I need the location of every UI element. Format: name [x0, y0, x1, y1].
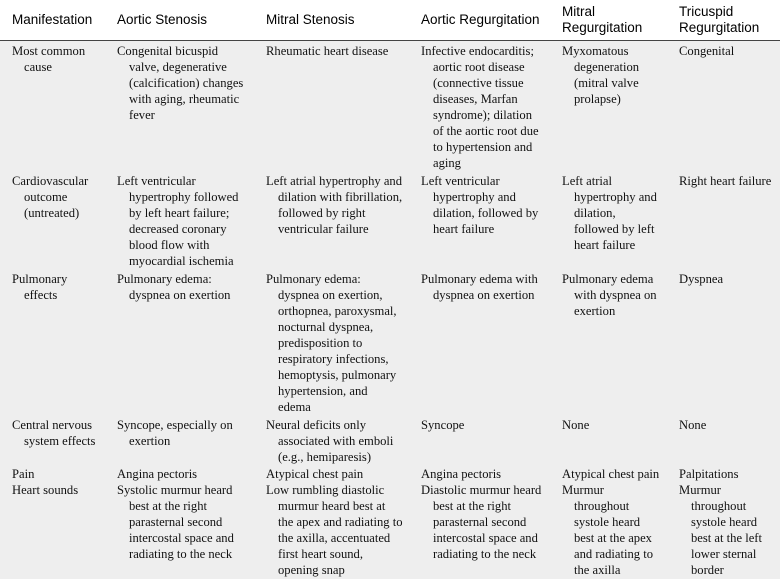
cell-mitral-stenosis [254, 415, 409, 465]
cell-text: Right heart failure [679, 173, 772, 188]
cell-mitral-regurgitation [550, 269, 667, 415]
cell-mitral-regurgitation [550, 415, 667, 465]
cell-aortic-regurgitation [409, 482, 550, 582]
cell-mitral-stenosis [254, 465, 409, 482]
cell-text: Pulmonary edema with dyspnea on exertion [421, 271, 538, 302]
table-row-central-nervous-system-effects [0, 415, 780, 465]
cell-text: None [679, 417, 707, 432]
header-aortic-stenosis: Aortic Stenosis [105, 0, 254, 40]
cell-text: Rheumatic heart disease [266, 43, 389, 58]
cell-text: Myxomatous degeneration (mitral valve prolapse) [562, 43, 640, 106]
cell-text: Atypical chest pain [562, 466, 660, 481]
cell-text: Left atrial hypertrophy and dilation, followed by left heart failure [562, 173, 657, 252]
cell-text: Neural deficits only associated with emboli (e.g., hemiparesis) [266, 417, 394, 464]
cell-aortic-stenosis [105, 465, 254, 482]
cell-mitral-stenosis [254, 269, 409, 415]
cell-aortic-regurgitation [409, 465, 550, 482]
cell-text: Angina pectoris [117, 466, 198, 481]
table-body [0, 40, 780, 582]
table-row-pain [0, 465, 780, 482]
row-label [0, 171, 105, 269]
cell-text: None [562, 417, 590, 432]
cell-text: Diastolic murmur heard best at the right parasternal second intercostal space and radiating to the neck [421, 482, 542, 561]
cell-text: Murmur throughout systole heard best at the left lower sternal border [679, 482, 762, 577]
cell-text: Pulmonary edema: dyspnea on exertion [117, 271, 231, 302]
row-label [0, 482, 105, 582]
cell-text: Murmur throughout systole heard best at the apex and radiating to the axilla [562, 482, 654, 577]
cell-aortic-stenosis [105, 482, 254, 582]
cell-text: Low rumbling diastolic murmur heard best at the apex and radiating to the axilla, accentuated first heart sound, opening snap [266, 482, 403, 577]
table-header [0, 0, 780, 40]
cell-text: Left ventricular hypertrophy followed by left heart failure; decreased coronary blood flow with myocardial ischemia [117, 173, 239, 268]
cell-mitral-regurgitation [550, 465, 667, 482]
cell-mitral-stenosis [254, 482, 409, 582]
row-label-text: Heart sounds [12, 482, 79, 497]
cell-tricuspid-regurgitation [667, 482, 780, 582]
row-label-text: Central nervous system effects [12, 417, 96, 448]
cell-text: Left ventricular hypertrophy and dilation, followed by heart failure [421, 173, 539, 236]
row-label [0, 269, 105, 415]
cell-mitral-regurgitation [550, 482, 667, 582]
cell-tricuspid-regurgitation [667, 415, 780, 465]
cell-aortic-regurgitation [409, 40, 550, 171]
header-mitral-regurgitation: Mitral Regurgitation [550, 0, 667, 40]
cell-text: Syncope, especially on exertion [117, 417, 233, 448]
header-aortic-regurgitation: Aortic Regurgitation [409, 0, 550, 40]
cell-text: Pulmonary edema with dyspnea on exertion [562, 271, 657, 318]
cell-aortic-stenosis [105, 269, 254, 415]
cell-aortic-stenosis [105, 415, 254, 465]
row-label-text: Cardiovascular outcome (untreated) [12, 173, 89, 220]
row-label [0, 415, 105, 465]
row-label-text: Pulmonary effects [12, 271, 68, 302]
row-label [0, 40, 105, 171]
cell-tricuspid-regurgitation [667, 40, 780, 171]
header-tricuspid-regurgitation: Tricuspid Regurgitation [667, 0, 780, 40]
cell-text: Infective endocarditis; aortic root disease (connective tissue diseases, Marfan syndrome); dilation of the aortic root due to hypertension and aging [421, 43, 539, 170]
header-row [0, 0, 780, 40]
table-row-heart-sounds [0, 482, 780, 582]
cell-tricuspid-regurgitation [667, 465, 780, 482]
row-label [0, 465, 105, 482]
cell-text: Systolic murmur heard best at the right parasternal second intercostal space and radiating to the neck [117, 482, 234, 561]
cell-mitral-stenosis [254, 40, 409, 171]
cell-aortic-stenosis [105, 171, 254, 269]
cell-tricuspid-regurgitation [667, 171, 780, 269]
cell-aortic-stenosis [105, 40, 254, 171]
cell-text: Syncope [421, 417, 465, 432]
table-row-most-common-cause [0, 40, 780, 171]
cell-text: Pulmonary edema: dyspnea on exertion, orthopnea, paroxysmal, nocturnal dyspnea, predisposition to respiratory infections, hemoptysis, pulmonary hypertension, and edema [266, 271, 397, 414]
cell-text: Congenital [679, 43, 735, 58]
cell-text: Angina pectoris [421, 466, 502, 481]
cell-text: Left atrial hypertrophy and dilation with fibrillation, followed by right ventricular failure [266, 173, 403, 236]
table-row-cardiovascular-outcome [0, 171, 780, 269]
cell-aortic-regurgitation [409, 269, 550, 415]
cell-mitral-regurgitation [550, 40, 667, 171]
cell-mitral-stenosis [254, 171, 409, 269]
table-row-pulmonary-effects [0, 269, 780, 415]
cell-text: Atypical chest pain [266, 466, 364, 481]
cell-mitral-regurgitation [550, 171, 667, 269]
cell-aortic-regurgitation [409, 415, 550, 465]
cell-tricuspid-regurgitation [667, 269, 780, 415]
header-mitral-stenosis: Mitral Stenosis [254, 0, 409, 40]
header-manifestation: Manifestation [0, 0, 105, 40]
row-label-text: Most common cause [12, 43, 86, 74]
cell-aortic-regurgitation [409, 171, 550, 269]
row-label-text: Pain [12, 466, 35, 481]
cell-text: Congenital bicuspid valve, degenerative (calcification) changes with aging, rheumatic fever [117, 43, 244, 122]
cell-text: Dyspnea [679, 271, 724, 286]
cell-text: Palpitations [679, 466, 739, 481]
